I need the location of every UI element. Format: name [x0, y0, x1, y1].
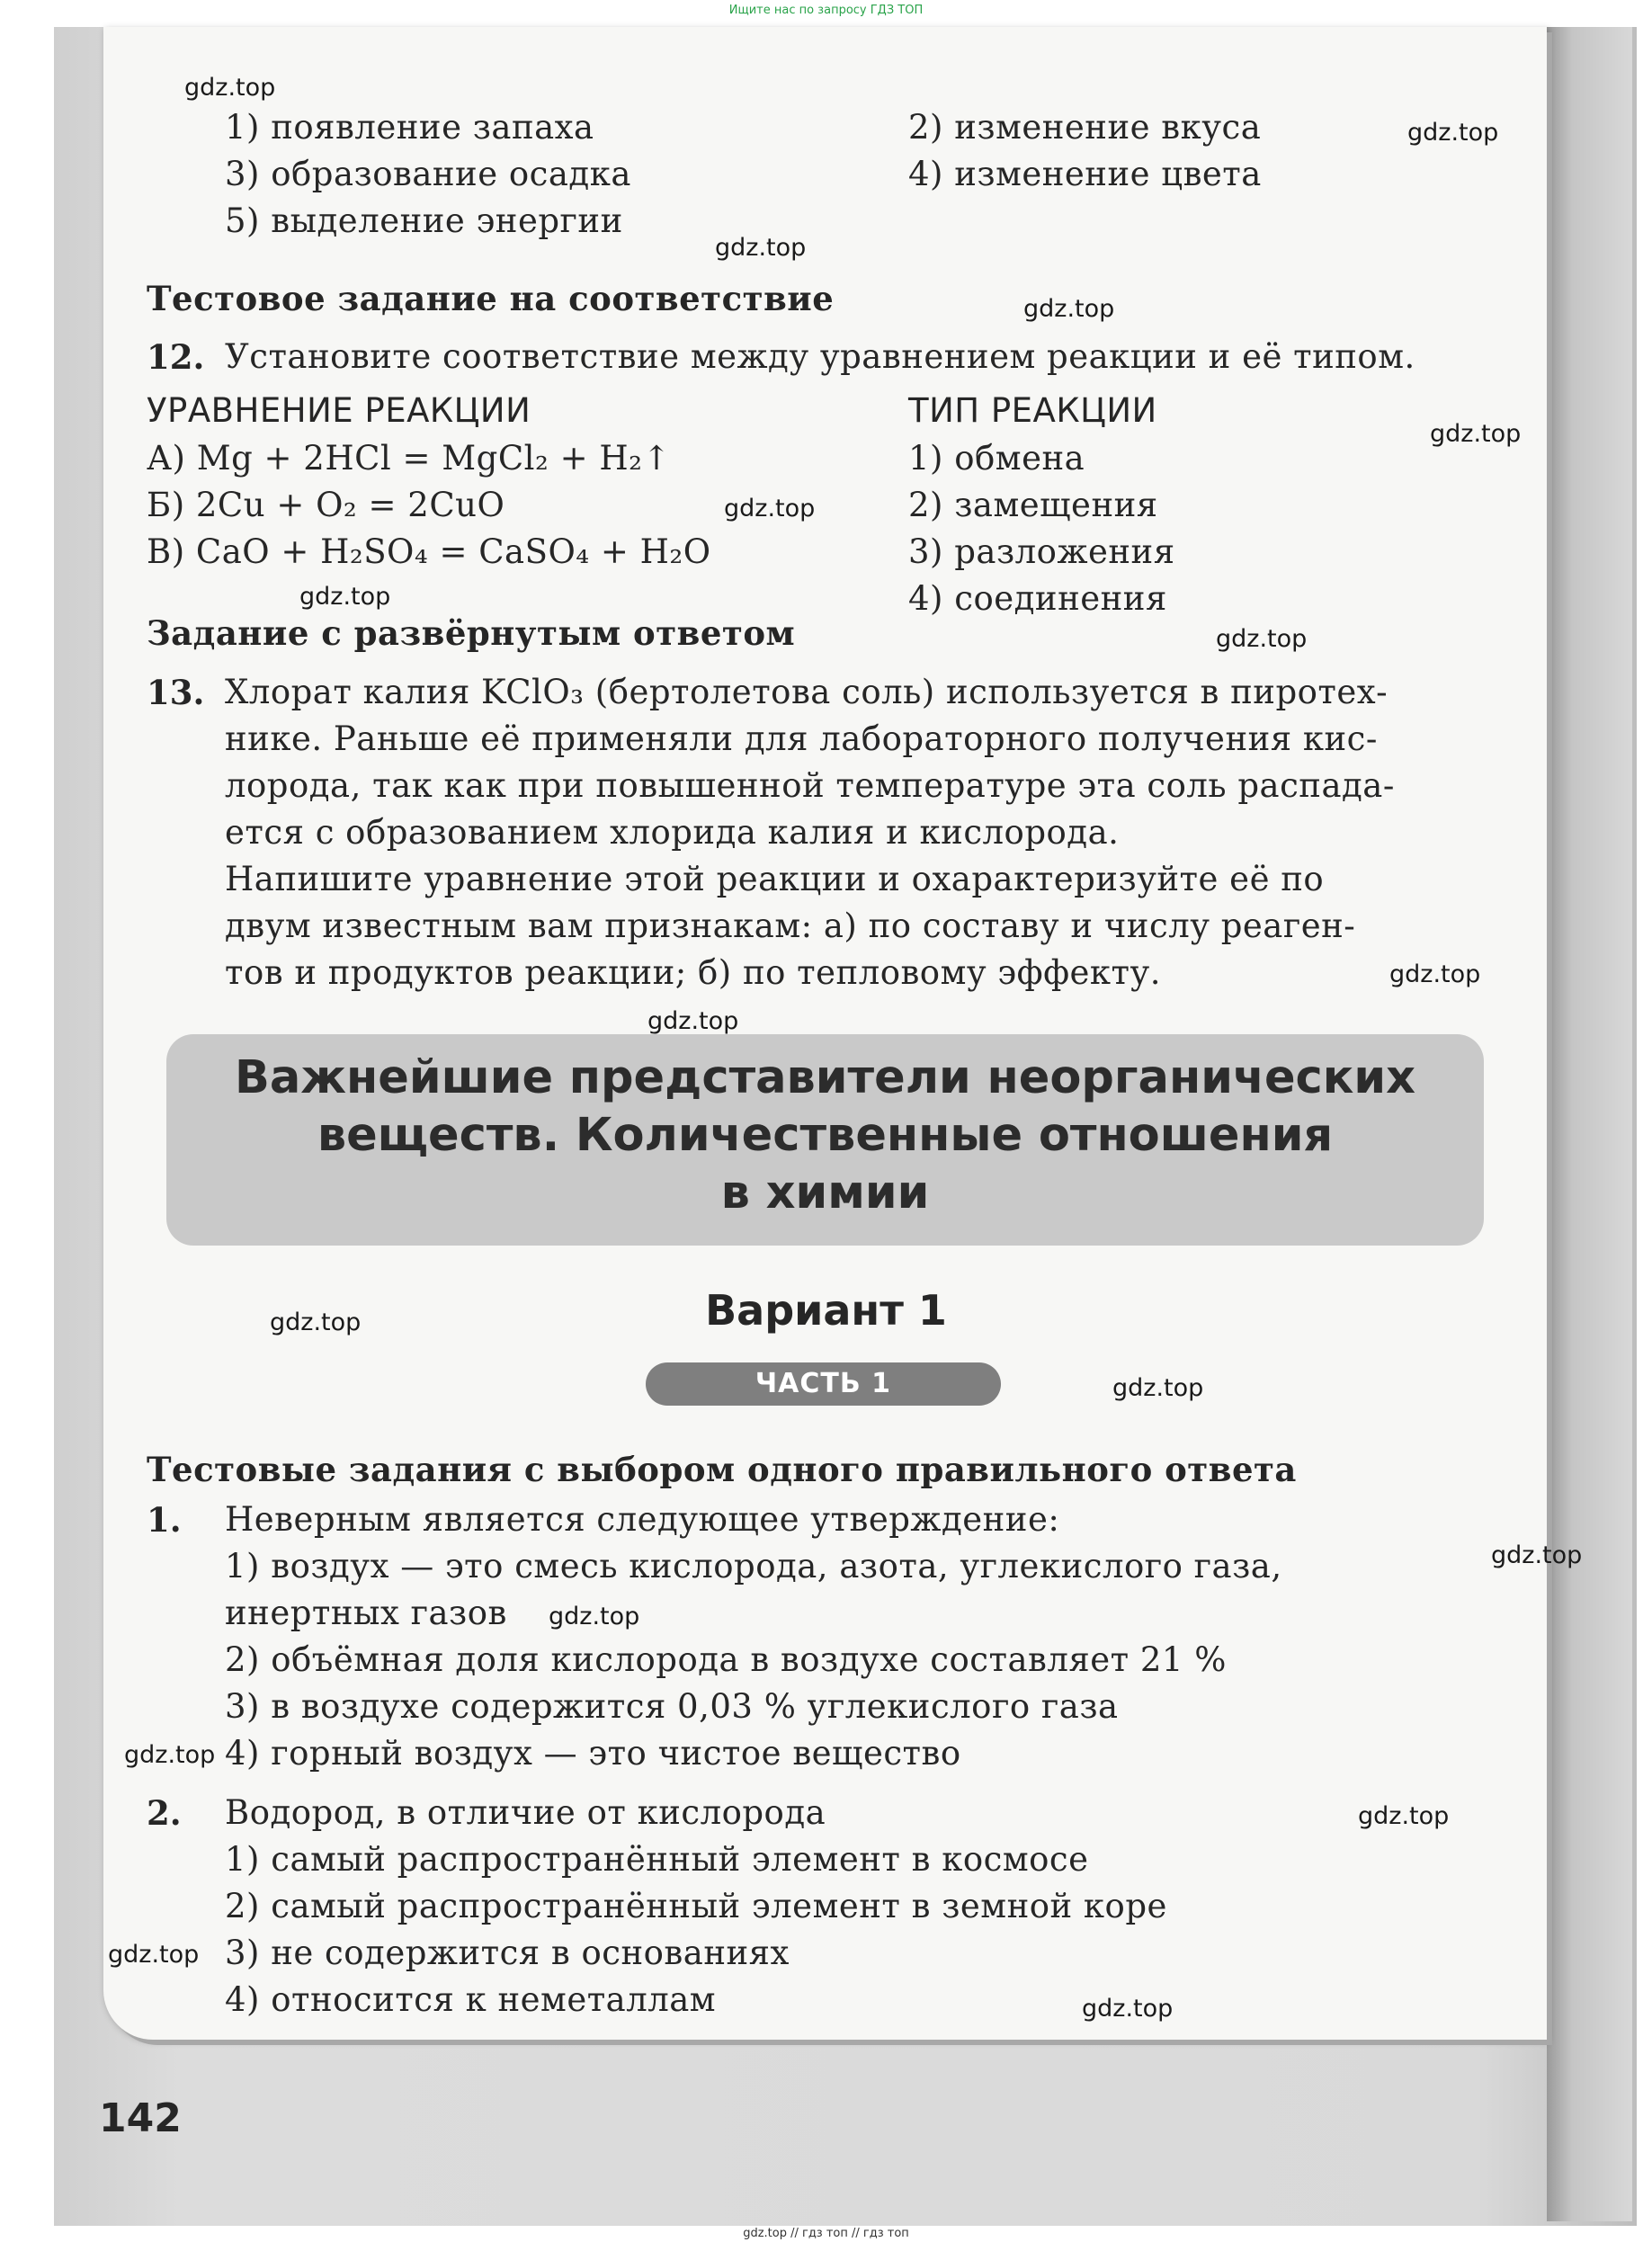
watermark: gdz.top — [1430, 420, 1522, 448]
watermark: gdz.top — [1023, 295, 1115, 323]
chapter-title-line-3: в химии — [720, 1166, 930, 1219]
q11-option-3: 3) образование осадка — [225, 155, 631, 193]
watermark: gdz.top — [1082, 1995, 1174, 2023]
underlying-page-edge — [1547, 27, 1632, 2221]
q1-option-1b: инертных газов — [225, 1594, 507, 1632]
chapter-title-line-2: веществ. Количественные отношения — [317, 1109, 1334, 1162]
watermark: gdz.top — [1358, 1802, 1450, 1830]
match-section-heading: Тестовое задание на соответствие — [147, 279, 835, 318]
chapter-title-line-1: Важнейшие представители неорганических — [234, 1051, 1416, 1104]
equation-a: А) Mg + 2HCl = MgCl₂ + H₂↑ — [147, 439, 671, 478]
q11-option-1: 1) появление запаха — [225, 108, 594, 147]
q11-option-2: 2) изменение вкуса — [908, 108, 1262, 147]
watermark: gdz.top — [724, 495, 816, 523]
equation-b: Б) 2Cu + O₂ = 2CuO — [147, 486, 505, 524]
watermark: gdz.top — [1407, 119, 1499, 147]
q13-line-5: Напишите уравнение этой реакции и охарактеризуйте её по — [225, 860, 1325, 898]
bottom-banner: gdz.top // гдз топ // гдз топ — [743, 2227, 909, 2240]
q13-line-4: ется с образованием хлорида калия и кислорода. — [225, 813, 1120, 852]
watermark: gdz.top — [1389, 960, 1481, 988]
q2-option-3: 3) не содержится в основаниях — [225, 1934, 790, 1972]
watermark: gdz.top — [108, 1941, 200, 1969]
q2-option-1: 1) самый распространённый элемент в космосе — [225, 1840, 1089, 1879]
q13-line-2: нике. Раньше её применяли для лабораторного получения кис- — [225, 719, 1378, 758]
watermark: gdz.top — [647, 1007, 739, 1035]
type-2: 2) замещения — [908, 486, 1158, 524]
q1-number: 1. — [147, 1500, 182, 1540]
q2-option-2: 2) самый распространённый элемент в земной коре — [225, 1887, 1167, 1925]
watermark: gdz.top — [299, 583, 391, 611]
q13-line-1: Хлорат калия KClO₃ (бертолетова соль) используется в пиротех- — [225, 673, 1389, 711]
q1-option-1a: 1) воздух — это смесь кислорода, азота, углекислого газа, — [225, 1547, 1282, 1586]
watermark: gdz.top — [549, 1603, 640, 1630]
q12-text: Установите соответствие между уравнением реакции и её типом. — [225, 337, 1415, 376]
q2-option-4: 4) относится к неметаллам — [225, 1980, 717, 2019]
q2-number: 2. — [147, 1793, 182, 1833]
watermark: gdz.top — [1112, 1374, 1204, 1402]
column-header-type: ТИП РЕАКЦИИ — [908, 391, 1157, 430]
q13-line-7: тов и продуктов реакции; б) по тепловому эффекту. — [225, 953, 1162, 992]
q2-text: Водород, в отличие от кислорода — [225, 1793, 826, 1832]
q1-text: Неверным является следующее утверждение: — [225, 1500, 1060, 1539]
q13-line-3: лорода, так как при повышенной температуре эта соль распада- — [225, 766, 1395, 805]
q1-option-3: 3) в воздухе содержится 0,03 % углекислого газа — [225, 1687, 1119, 1726]
type-4: 4) соединения — [908, 579, 1167, 618]
watermark: gdz.top — [1216, 625, 1308, 653]
extended-section-heading: Задание с развёрнутым ответом — [147, 613, 796, 653]
equation-c: В) CaO + H₂SO₄ = CaSO₄ + H₂O — [147, 532, 711, 571]
q1-option-2: 2) объёмная доля кислорода в воздухе составляет 21 % — [225, 1640, 1227, 1679]
q12-number: 12. — [147, 337, 205, 377]
part-label: ЧАСТЬ 1 — [646, 1362, 1001, 1406]
watermark: gdz.top — [124, 1741, 216, 1769]
variant-title: Вариант 1 — [705, 1286, 947, 1335]
q11-option-4: 4) изменение цвета — [908, 155, 1262, 193]
watermark: gdz.top — [270, 1309, 362, 1336]
watermark: gdz.top — [184, 74, 276, 102]
q13-line-6: двум известным вам признакам: а) по составу и числу реаген- — [225, 907, 1356, 945]
type-3: 3) разложения — [908, 532, 1175, 571]
choice-section-heading: Тестовые задания с выбором одного правильного ответа — [147, 1450, 1297, 1489]
q11-option-5: 5) выделение энергии — [225, 201, 623, 240]
page-number: 142 — [99, 2095, 182, 2141]
type-1: 1) обмена — [908, 439, 1085, 478]
watermark: gdz.top — [715, 234, 807, 262]
q13-number: 13. — [147, 673, 205, 712]
column-header-equation: УРАВНЕНИЕ РЕАКЦИИ — [147, 391, 531, 430]
top-banner: Ищите нас по запросу ГДЗ ТОП — [728, 4, 924, 17]
q1-option-4: 4) горный воздух — это чистое вещество — [225, 1734, 961, 1773]
watermark: gdz.top — [1491, 1541, 1583, 1569]
